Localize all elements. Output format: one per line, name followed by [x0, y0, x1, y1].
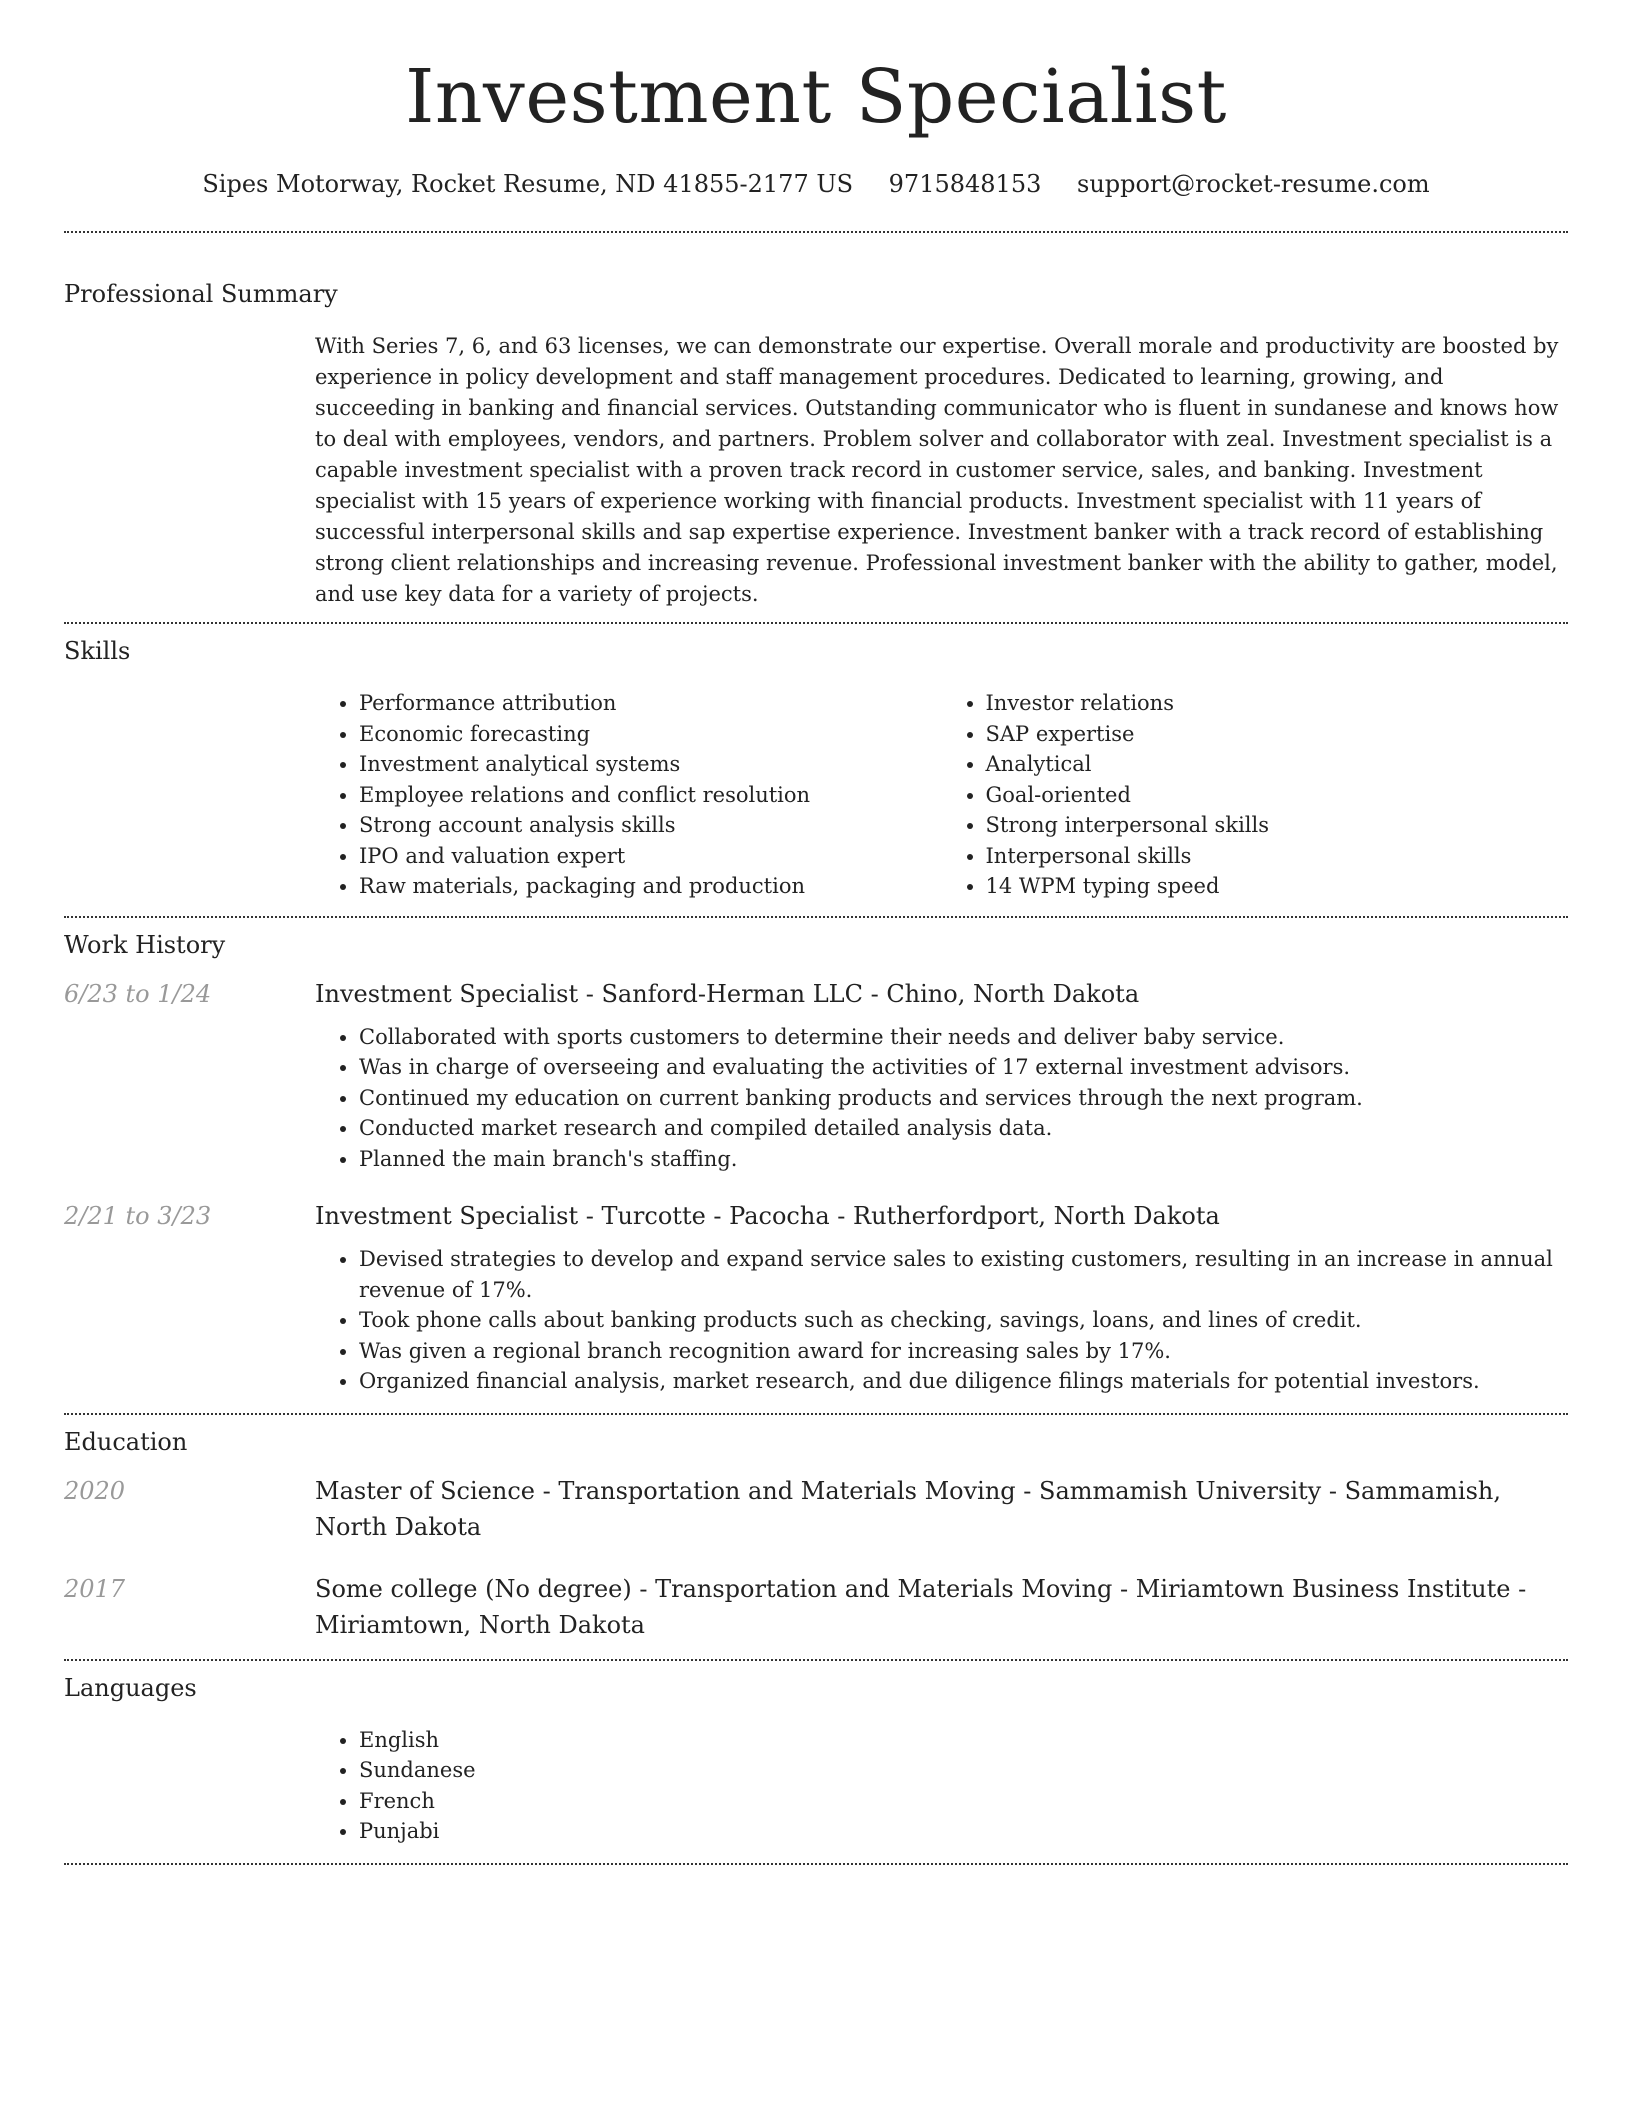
section-title: Languages: [64, 1673, 197, 1702]
education-details: [315, 1473, 1568, 1545]
skill-item: • Analytical: [986, 749, 1569, 780]
summary-text: With Series 7, 6, and 63 licenses, we can demonstrate our expertise. Overall morale and productivity are boosted by experience in policy development and staff management procedures. Dedicated to learning, growing, and succeeding in banking and financial services. Outstanding communicator who is fluent in sundanese and knows how to deal with employees, vendors, and partners. Problem solver and collaborator with zeal. Investment specialist is a capable investment specialist with a proven track record in customer service, sales, and banking. Investment specialist with 15 years of experience working with financial products. Investment specialist with 11 years of successful interpersonal skills and sap expertise experience. Investment banker with a track record of establishing strong client relationships and increasing revenue. Professional investment banker with the ability to gather, model, and use key data for a variety of projects.: [315, 334, 1559, 606]
work-role: Investment Specialist - Turcotte - Pacocha - Rutherfordport, North Dakota: [315, 1202, 1220, 1230]
section-title: Work History: [64, 930, 226, 959]
education-degree: Some college (No degree) - Transportation and Materials Moving - Miriamtown Business Institute - Miriamtown, North Dakota: [315, 1574, 1527, 1639]
contact-email: support@rocket-resume.com: [1077, 170, 1430, 198]
skill-item: • Raw materials, packaging and production: [359, 871, 942, 902]
contact-address: Sipes Motorway, Rocket Resume, ND 41855-2177 US: [202, 170, 854, 198]
languages-bullets: [315, 1725, 1568, 1847]
skill-item: • Interpersonal skills: [986, 841, 1569, 872]
work-details: [315, 1198, 1568, 1397]
skill-item: • IPO and valuation expert: [359, 841, 942, 872]
skill-item: • Employee relations and conflict resolution: [359, 780, 942, 811]
work-bullet: • Was in charge of overseeing and evaluating the activities of 17 external investment advisors.: [359, 1052, 1568, 1083]
skills-section: [64, 624, 1568, 902]
languages-section: [64, 1661, 1568, 1847]
divider: [64, 1863, 1568, 1865]
work-date: 6/23 to 1/24: [64, 979, 212, 1008]
work-bullet: • Continued my education on current banking products and services through the next program.: [359, 1083, 1568, 1114]
contact-line: [64, 167, 1568, 201]
resume-name: Investment Specialist: [405, 54, 1227, 140]
work-entry: [64, 976, 1568, 1175]
work-details: [315, 976, 1568, 1175]
work-bullets: [315, 1244, 1568, 1397]
skill-item: • Goal-oriented: [986, 780, 1569, 811]
section-title: Education: [64, 1427, 188, 1456]
contact-phone: 9715848153: [888, 170, 1042, 198]
skill-item: • Strong interpersonal skills: [986, 810, 1569, 841]
work-bullet: • Took phone calls about banking products such as checking, savings, loans, and lines of credit.: [359, 1305, 1568, 1336]
work-bullet: • Organized financial analysis, market research, and due diligence filings materials for potential investors.: [359, 1366, 1568, 1397]
work-date: 2/21 to 3/23: [64, 1202, 212, 1230]
language-item: • Sundanese: [359, 1755, 1568, 1786]
education-degree: Master of Science - Transportation and Materials Moving - Sammamish University - Sammamish, North Dakota: [315, 1476, 1501, 1541]
skill-item: • Investor relations: [986, 688, 1569, 719]
work-bullet: • Was given a regional branch recognition award for increasing sales by 17%.: [359, 1336, 1568, 1367]
education-entry: [64, 1473, 1568, 1545]
work-entry: [64, 1198, 1568, 1397]
work-bullet: • Conducted market research and compiled detailed analysis data.: [359, 1113, 1568, 1144]
skill-item: • Strong account analysis skills: [359, 810, 942, 841]
skills-list: [315, 688, 1568, 902]
skill-item: • Economic forecasting: [359, 719, 942, 750]
section-title: Skills: [64, 637, 131, 665]
languages-list: [315, 1725, 1568, 1847]
work-role: Investment Specialist - Sanford-Herman LLC - Chino, North Dakota: [315, 979, 1140, 1008]
language-item: • French: [359, 1786, 1568, 1817]
language-item: • Punjabi: [359, 1816, 1568, 1847]
skill-item: • 14 WPM typing speed: [986, 871, 1569, 902]
language-item: • English: [359, 1725, 1568, 1756]
section-title: Professional Summary: [64, 280, 338, 308]
education-entry: [64, 1571, 1568, 1643]
education-section: [64, 1415, 1568, 1643]
skills-column-right: [942, 688, 1569, 902]
work-bullet: • Collaborated with sports customers to determine their needs and deliver baby service.: [359, 1022, 1568, 1053]
education-entries: [64, 1473, 1568, 1643]
work-bullet: • Planned the main branch's staffing.: [359, 1144, 1568, 1175]
skill-item: • Investment analytical systems: [359, 749, 942, 780]
work-history-section: [64, 918, 1568, 1397]
work-bullets: [315, 1022, 1568, 1175]
skills-column-left: [315, 688, 942, 902]
work-entries: [64, 976, 1568, 1397]
work-bullet: • Devised strategies to develop and expand service sales to existing customers, resulting in an increase in annual revenue of 17%.: [359, 1244, 1568, 1305]
education-details: [315, 1571, 1568, 1643]
summary-section: [64, 233, 1568, 610]
education-date: 2017: [64, 1574, 126, 1603]
skill-item: • SAP expertise: [986, 719, 1569, 750]
skill-item: • Performance attribution: [359, 688, 942, 719]
education-date: 2020: [64, 1476, 126, 1505]
